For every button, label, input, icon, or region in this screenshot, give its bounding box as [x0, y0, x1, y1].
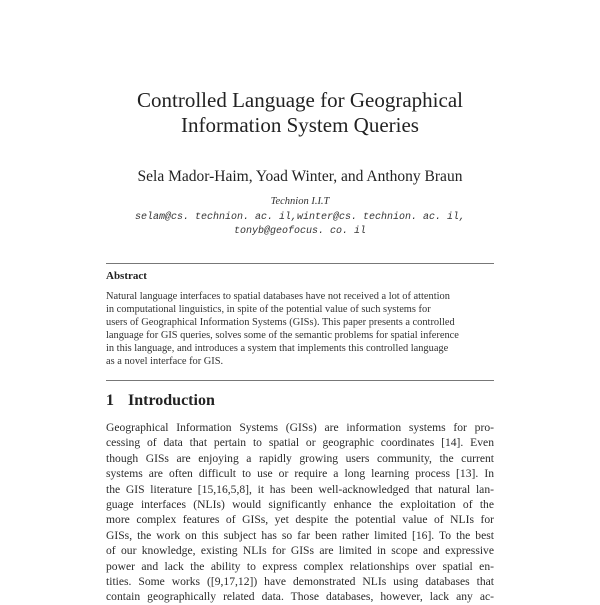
- abstract-line: language for GIS queries, solves some of the semantic problems for spatial inference: [106, 330, 459, 342]
- title-line: Information System Queries: [181, 113, 419, 137]
- body-line: systems are often difficult to use or require a long learning process [13]. In: [106, 467, 494, 481]
- body-line: the GIS literature [15,16,5,8], it has been well-acknowledged that natural lan-: [106, 482, 494, 496]
- abstract-bottom-divider: [106, 380, 494, 381]
- abstract-line: in computational linguistics, in spite of the potential value of such systems for: [106, 304, 431, 316]
- body-line: Geographical Information Systems (GISs) are information systems for pro-: [106, 421, 494, 434]
- introduction-text: [106, 420, 494, 605]
- author-emails: [0, 211, 600, 239]
- abstract-line: in this language, and introduces a system that implements this controlled language: [106, 343, 449, 355]
- email-line: tonyb@geofocus. co. il: [233, 226, 367, 237]
- email-line: selam@cs. technion. ac. il,winter@cs. technion. ac. il,: [134, 212, 466, 223]
- body-line: of our knowledge, existing NLIs for GISs are limited in scope and expressive: [106, 544, 494, 558]
- body-line: guage interfaces (NLIs) would significantly enhance the exploitation of the: [106, 498, 494, 512]
- section-title: Introduction: [128, 392, 215, 409]
- abstract-text: [106, 290, 494, 369]
- affiliation: Technion I.I.T: [270, 196, 330, 207]
- section-number: 1: [106, 392, 114, 409]
- body-line: though GISs are enjoying a rapidly growing users community, the current: [106, 451, 494, 465]
- section-heading-introduction: [106, 392, 215, 410]
- body-line: tities. Some works ([9,17,12]) have demonstrated NLIs using databases that: [106, 575, 494, 589]
- title-line: Controlled Language for Geographical: [137, 88, 463, 112]
- abstract-line: Natural language interfaces to spatial databases have not received a lot of attention: [106, 291, 450, 302]
- paper-title: [0, 88, 600, 138]
- abstract-line: as a novel interface for GIS.: [106, 356, 224, 368]
- body-line: power and lack the ability to express complex relationships over spatial en-: [106, 559, 494, 573]
- body-line: GISs, the work on this subject has so far been rather limited [16]. To the best: [106, 528, 494, 542]
- abstract-heading: Abstract: [106, 270, 147, 282]
- body-line: more complex features of GISs, yet despite the potential value of NLIs for: [106, 513, 494, 527]
- abstract-line: users of Geographical Information Systems (GISs). This paper presents a controlled: [106, 317, 455, 329]
- body-line: contain geographically related data. Those databases, however, lack any ac-: [106, 590, 494, 604]
- body-line: cessing of data that pertain to spatial or geographic coordinates [14]. Even: [106, 436, 494, 450]
- author-list: Sela Mador-Haim, Yoad Winter, and Anthony Braun: [137, 168, 463, 185]
- abstract-top-divider: [106, 263, 494, 264]
